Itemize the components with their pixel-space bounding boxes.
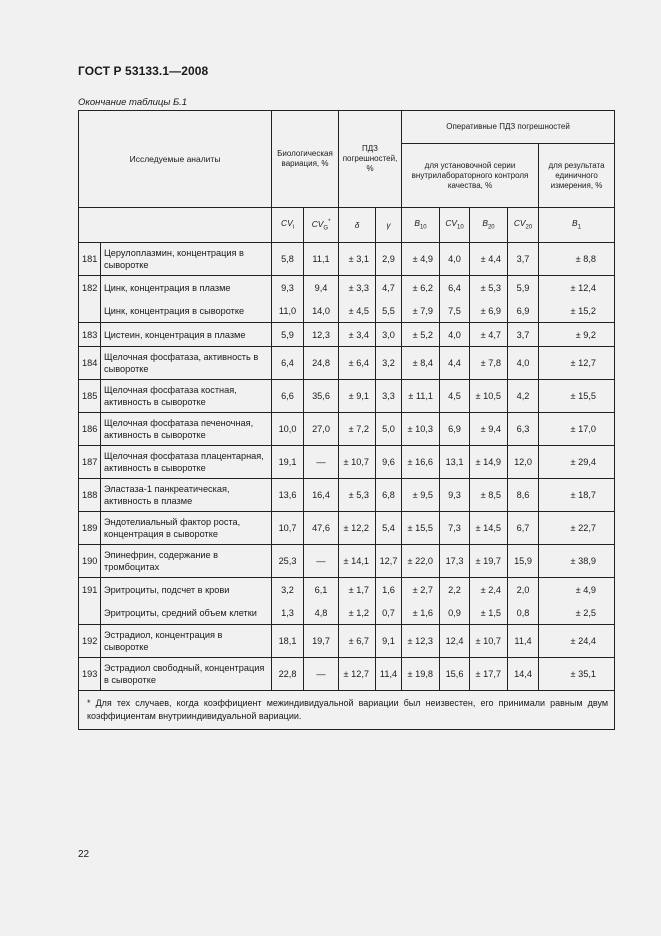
cell-cvi: 6,4	[272, 347, 304, 380]
cell-b10: ± 1,6	[402, 601, 440, 625]
cell-gamma: 11,4	[376, 658, 402, 691]
cell-b20: ± 17,7	[470, 658, 508, 691]
cell-b1: ± 17,0	[539, 413, 615, 446]
cell-cv10: 12,4	[440, 625, 470, 658]
header-symbols-blank	[79, 208, 272, 243]
sym-b20: $B_{20}$	[470, 208, 508, 243]
cell-b1: ± 12,7	[539, 347, 615, 380]
cell-name: Щелочная фосфатаза печеночная, активность в сыворотке	[101, 413, 272, 446]
cell-num: 188	[79, 479, 101, 512]
cell-b20: ± 7,8	[470, 347, 508, 380]
cell-name: Эпинефрин, содержание в тромбоцитах	[101, 545, 272, 578]
table-row	[79, 276, 615, 300]
header-analyte: Исследуемые аналиты	[79, 111, 272, 208]
cell-num: 186	[79, 413, 101, 446]
cell-cvi: 13,6	[272, 479, 304, 512]
cell-cvi: 18,1	[272, 625, 304, 658]
cell-b20: ± 14,9	[470, 446, 508, 479]
sym-b1: $B_1$	[539, 208, 615, 243]
cell-num: 193	[79, 658, 101, 691]
cell-delta: ± 6,4	[339, 347, 376, 380]
cell-cv10: 15,6	[440, 658, 470, 691]
cell-delta: ± 10,7	[339, 446, 376, 479]
cell-cv20: 15,9	[508, 545, 539, 578]
cell-gamma: 2,9	[376, 243, 402, 276]
cell-b1: ± 4,9	[539, 578, 615, 602]
table-row	[79, 658, 615, 691]
table-row	[79, 299, 615, 323]
table-row	[79, 380, 615, 413]
cell-delta: ± 3,4	[339, 323, 376, 347]
cell-cv10: 7,5	[440, 299, 470, 323]
cell-num: 184	[79, 347, 101, 380]
cell-gamma: 3,2	[376, 347, 402, 380]
cell-cvi: 11,0	[272, 299, 304, 323]
cell-gamma: 5,0	[376, 413, 402, 446]
table-row	[79, 545, 615, 578]
cell-cvi: 10,0	[272, 413, 304, 446]
sym-cv10: $CV_{10}$	[440, 208, 470, 243]
sym-delta: δ	[339, 208, 376, 243]
cell-delta: ± 12,2	[339, 512, 376, 545]
cell-name: Щелочная фосфатаза, активность в сыворотке	[101, 347, 272, 380]
cell-gamma: 6,8	[376, 479, 402, 512]
cell-num: 185	[79, 380, 101, 413]
cell-cv10: 4,5	[440, 380, 470, 413]
cell-cv10: 0,9	[440, 601, 470, 625]
table-header	[79, 111, 615, 243]
cell-cvi: 19,1	[272, 446, 304, 479]
cell-cvi: 5,9	[272, 323, 304, 347]
sym-cvi: $CV_i$	[272, 208, 304, 243]
cell-delta: ± 3,1	[339, 243, 376, 276]
sym-b10: $B_{10}$	[402, 208, 440, 243]
cell-cv20: 12,0	[508, 446, 539, 479]
cell-cvg: 4,8	[304, 601, 339, 625]
cell-b1: ± 12,4	[539, 276, 615, 300]
cell-gamma: 3,0	[376, 323, 402, 347]
header-operative: Оперативные ПДЗ погрешностей	[402, 111, 615, 144]
cell-cvg: 27,0	[304, 413, 339, 446]
cell-delta: ± 1,2	[339, 601, 376, 625]
cell-gamma: 3,3	[376, 380, 402, 413]
cell-b1: ± 38,9	[539, 545, 615, 578]
cell-cvi: 25,3	[272, 545, 304, 578]
cell-cvg: 12,3	[304, 323, 339, 347]
table-body	[79, 243, 615, 691]
cell-cv20: 3,7	[508, 243, 539, 276]
cell-delta: ± 6,7	[339, 625, 376, 658]
cell-cvi: 1,3	[272, 601, 304, 625]
cell-gamma: 12,7	[376, 545, 402, 578]
cell-b10: ± 5,2	[402, 323, 440, 347]
cell-cvg: 6,1	[304, 578, 339, 602]
header-single: для результата единичного измерения, %	[539, 144, 615, 208]
cell-num	[79, 601, 101, 625]
cell-num	[79, 299, 101, 323]
cell-name: Церулоплазмин, концентрация в сыворотке	[101, 243, 272, 276]
cell-name: Цинк, концентрация в плазме	[101, 276, 272, 300]
document-standard-title: ГОСТ Р 53133.1—2008	[78, 64, 209, 78]
cell-num: 191	[79, 578, 101, 602]
cell-cv20: 4,0	[508, 347, 539, 380]
cell-name: Эритроциты, подсчет в крови	[101, 578, 272, 602]
cell-cv10: 6,9	[440, 413, 470, 446]
cell-b20: ± 19,7	[470, 545, 508, 578]
cell-cv10: 2,2	[440, 578, 470, 602]
table-row	[79, 413, 615, 446]
cell-delta: ± 7,2	[339, 413, 376, 446]
cell-cv20: 8,6	[508, 479, 539, 512]
cell-cv10: 9,3	[440, 479, 470, 512]
cell-gamma: 1,6	[376, 578, 402, 602]
cell-num: 190	[79, 545, 101, 578]
cell-num: 187	[79, 446, 101, 479]
cell-b1: ± 18,7	[539, 479, 615, 512]
cell-cv10: 4,0	[440, 323, 470, 347]
cell-cv10: 13,1	[440, 446, 470, 479]
data-table	[78, 110, 615, 730]
cell-b10: ± 7,9	[402, 299, 440, 323]
cell-name: Щелочная фосфатаза костная, активность в сыворотке	[101, 380, 272, 413]
cell-gamma: 4,7	[376, 276, 402, 300]
cell-num: 189	[79, 512, 101, 545]
cell-b10: ± 6,2	[402, 276, 440, 300]
sym-gamma: γ	[376, 208, 402, 243]
cell-b10: ± 9,5	[402, 479, 440, 512]
cell-cv10: 4,4	[440, 347, 470, 380]
cell-num: 192	[79, 625, 101, 658]
cell-num: 183	[79, 323, 101, 347]
cell-b20: ± 1,5	[470, 601, 508, 625]
cell-b10: ± 11,1	[402, 380, 440, 413]
table-row	[79, 578, 615, 602]
cell-delta: ± 3,3	[339, 276, 376, 300]
cell-cvg: —	[304, 545, 339, 578]
cell-b10: ± 12,3	[402, 625, 440, 658]
cell-cv20: 11,4	[508, 625, 539, 658]
cell-b10: ± 8,4	[402, 347, 440, 380]
cell-b20: ± 9,4	[470, 413, 508, 446]
table-caption: Окончание таблицы Б.1	[78, 97, 188, 108]
cell-delta: ± 1,7	[339, 578, 376, 602]
sym-cvg: $CV_G^*$	[304, 208, 339, 243]
cell-b20: ± 4,4	[470, 243, 508, 276]
cell-cv20: 6,7	[508, 512, 539, 545]
header-series: для установочной серии внутрилабораторного контроля качества, %	[402, 144, 539, 208]
cell-b1: ± 29,4	[539, 446, 615, 479]
cell-b20: ± 8,5	[470, 479, 508, 512]
cell-cvg: 11,1	[304, 243, 339, 276]
cell-delta: ± 14,1	[339, 545, 376, 578]
cell-b1: ± 2,5	[539, 601, 615, 625]
sym-cv20: $CV_{20}$	[508, 208, 539, 243]
cell-b20: ± 14,5	[470, 512, 508, 545]
cell-b10: ± 10,3	[402, 413, 440, 446]
cell-b1: ± 9,2	[539, 323, 615, 347]
cell-cvg: 35,6	[304, 380, 339, 413]
cell-b20: ± 10,5	[470, 380, 508, 413]
table-footnote: * Для тех случаев, когда коэффициент межиндивидуальной вариации был неизвестен, его принимали равным двум коэффициентам внутрииндивидуальной вариации.	[79, 691, 615, 730]
cell-cvg: 47,6	[304, 512, 339, 545]
page-number: 22	[78, 849, 90, 860]
header-bio-variation: Биологическая вариация, %	[272, 111, 339, 208]
table-row	[79, 347, 615, 380]
cell-b10: ± 16,6	[402, 446, 440, 479]
cell-cvg: 9,4	[304, 276, 339, 300]
cell-name: Цистеин, концентрация в плазме	[101, 323, 272, 347]
cell-b10: ± 4,9	[402, 243, 440, 276]
cell-cvi: 5,8	[272, 243, 304, 276]
cell-name: Эритроциты, средний объем клетки	[101, 601, 272, 625]
cell-b1: ± 15,5	[539, 380, 615, 413]
cell-cv10: 7,3	[440, 512, 470, 545]
cell-b20: ± 6,9	[470, 299, 508, 323]
cell-name: Эндотелиальный фактор роста, концентрация в сыворотке	[101, 512, 272, 545]
cell-num: 182	[79, 276, 101, 300]
cell-cv20: 0,8	[508, 601, 539, 625]
cell-cv20: 4,2	[508, 380, 539, 413]
cell-cv20: 5,9	[508, 276, 539, 300]
cell-gamma: 9,1	[376, 625, 402, 658]
cell-b1: ± 24,4	[539, 625, 615, 658]
cell-cv20: 2,0	[508, 578, 539, 602]
cell-cvg: —	[304, 446, 339, 479]
cell-b20: ± 5,3	[470, 276, 508, 300]
cell-name: Эстрадиол, концентрация в сыворотке	[101, 625, 272, 658]
cell-cvi: 9,3	[272, 276, 304, 300]
table-row	[79, 601, 615, 625]
table-row	[79, 479, 615, 512]
header-pdz: ПДЗ погрешностей, %	[339, 111, 402, 208]
cell-gamma: 5,5	[376, 299, 402, 323]
table-row	[79, 625, 615, 658]
cell-cvg: 16,4	[304, 479, 339, 512]
cell-gamma: 5,4	[376, 512, 402, 545]
cell-cv20: 6,9	[508, 299, 539, 323]
cell-name: Эстрадиол свободный, концентрация в сыворотке	[101, 658, 272, 691]
cell-cvg: 14,0	[304, 299, 339, 323]
cell-b1: ± 35,1	[539, 658, 615, 691]
cell-cv10: 17,3	[440, 545, 470, 578]
cell-cvi: 6,6	[272, 380, 304, 413]
cell-b10: ± 19,8	[402, 658, 440, 691]
cell-name: Цинк, концентрация в сыворотке	[101, 299, 272, 323]
cell-b1: ± 8,8	[539, 243, 615, 276]
cell-cv20: 14,4	[508, 658, 539, 691]
cell-b20: ± 10,7	[470, 625, 508, 658]
cell-cv10: 4,0	[440, 243, 470, 276]
cell-cv10: 6,4	[440, 276, 470, 300]
cell-cvg: 19,7	[304, 625, 339, 658]
cell-delta: ± 9,1	[339, 380, 376, 413]
cell-gamma: 9,6	[376, 446, 402, 479]
cell-num: 181	[79, 243, 101, 276]
cell-b1: ± 15,2	[539, 299, 615, 323]
cell-name: Эластаза-1 панкреатическая, активность в плазме	[101, 479, 272, 512]
cell-b10: ± 22,0	[402, 545, 440, 578]
cell-b1: ± 22,7	[539, 512, 615, 545]
cell-delta: ± 5,3	[339, 479, 376, 512]
table-row	[79, 512, 615, 545]
cell-cv20: 6,3	[508, 413, 539, 446]
cell-cvi: 10,7	[272, 512, 304, 545]
cell-cvi: 22,8	[272, 658, 304, 691]
cell-cvg: 24,8	[304, 347, 339, 380]
cell-cv20: 3,7	[508, 323, 539, 347]
table-row	[79, 243, 615, 276]
cell-b10: ± 2,7	[402, 578, 440, 602]
table-row	[79, 446, 615, 479]
cell-b10: ± 15,5	[402, 512, 440, 545]
cell-name: Щелочная фосфатаза плацентарная, активность в сыворотке	[101, 446, 272, 479]
cell-cvg: —	[304, 658, 339, 691]
cell-b20: ± 2,4	[470, 578, 508, 602]
cell-b20: ± 4,7	[470, 323, 508, 347]
table-row	[79, 323, 615, 347]
cell-cvi: 3,2	[272, 578, 304, 602]
cell-delta: ± 4,5	[339, 299, 376, 323]
cell-gamma: 0,7	[376, 601, 402, 625]
cell-delta: ± 12,7	[339, 658, 376, 691]
